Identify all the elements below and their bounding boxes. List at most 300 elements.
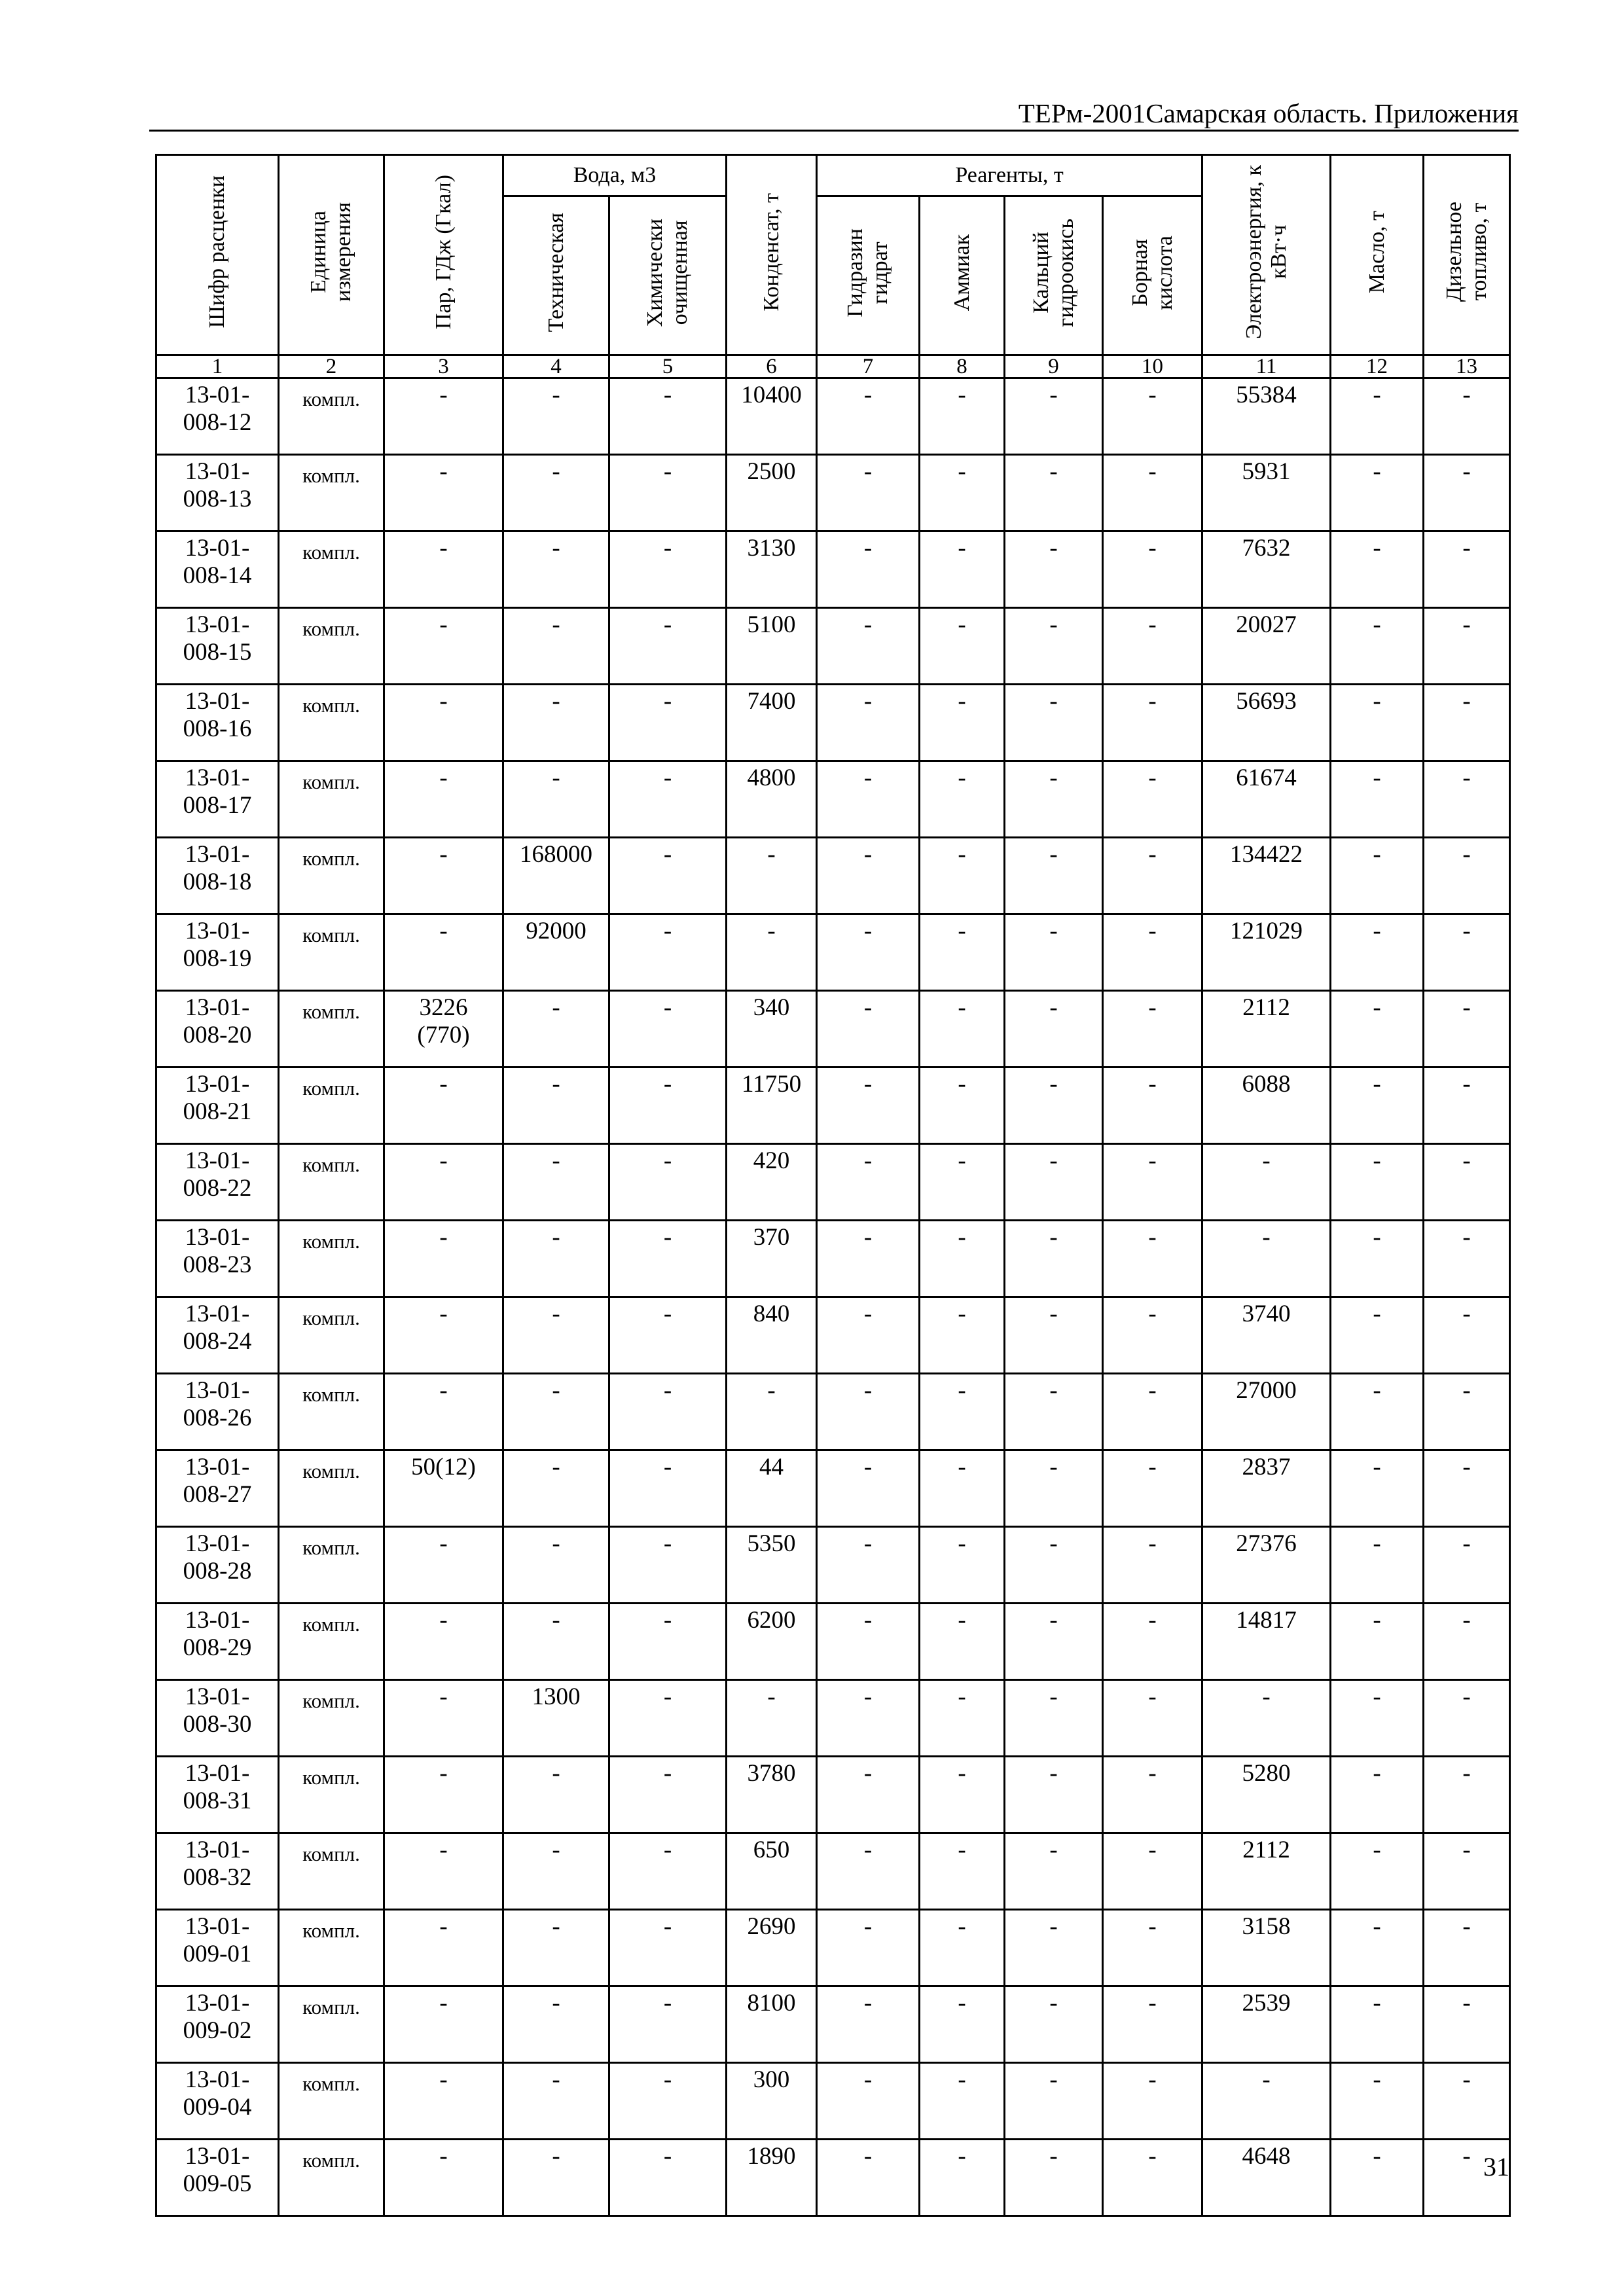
- unit-cell: компл.: [279, 608, 384, 685]
- col-header-diesel: Дизельное топливо, т: [1424, 155, 1510, 355]
- value-cell: 5280: [1202, 1757, 1331, 1833]
- value-cell: -: [1005, 1297, 1103, 1374]
- value-cell: -: [1424, 1144, 1510, 1221]
- value-cell: -: [1005, 838, 1103, 914]
- value-cell: 4800: [727, 761, 817, 838]
- value-cell: -: [384, 1910, 503, 1986]
- value-cell: 3130: [727, 531, 817, 608]
- value-cell: -: [503, 1221, 609, 1297]
- value-cell: 3780: [727, 1757, 817, 1833]
- value-cell: -: [920, 1757, 1005, 1833]
- value-cell: -: [503, 2063, 609, 2140]
- value-cell: -: [817, 1144, 920, 1221]
- table-row: [156, 1297, 1510, 1374]
- value-cell: -: [817, 1986, 920, 2063]
- value-cell: -: [1424, 608, 1510, 685]
- value-cell: -: [1331, 378, 1424, 455]
- unit-cell: компл.: [279, 1680, 384, 1757]
- table-row: [156, 1067, 1510, 1144]
- code-cell: 13-01- 009-01: [156, 1910, 279, 1986]
- value-cell: -: [609, 761, 727, 838]
- unit-cell: компл.: [279, 1450, 384, 1527]
- value-cell: -: [1005, 1221, 1103, 1297]
- value-cell: -: [920, 914, 1005, 991]
- value-cell: -: [1103, 1374, 1202, 1450]
- value-cell: -: [384, 1833, 503, 1910]
- value-cell: 420: [727, 1144, 817, 1221]
- value-cell: -: [1331, 1680, 1424, 1757]
- code-cell: 13-01- 008-22: [156, 1144, 279, 1221]
- code-cell: 13-01- 009-05: [156, 2140, 279, 2216]
- table-row: [156, 1833, 1510, 1910]
- code-cell: 13-01- 008-28: [156, 1527, 279, 1604]
- value-cell: 3226 (770): [384, 991, 503, 1067]
- value-cell: -: [609, 1221, 727, 1297]
- value-cell: -: [817, 531, 920, 608]
- col-header-boric: Борная кислота: [1103, 196, 1202, 355]
- value-cell: -: [609, 1450, 727, 1527]
- unit-cell: компл.: [279, 914, 384, 991]
- value-cell: -: [503, 1910, 609, 1986]
- value-cell: -: [1424, 991, 1510, 1067]
- code-cell: 13-01- 008-31: [156, 1757, 279, 1833]
- value-cell: -: [1331, 1910, 1424, 1986]
- value-cell: -: [727, 1680, 817, 1757]
- value-cell: -: [1103, 685, 1202, 761]
- value-cell: -: [384, 608, 503, 685]
- value-cell: -: [503, 685, 609, 761]
- value-cell: 2690: [727, 1910, 817, 1986]
- value-cell: -: [503, 1297, 609, 1374]
- code-cell: 13-01- 008-15: [156, 608, 279, 685]
- value-cell: -: [920, 1833, 1005, 1910]
- col-header-hydrazine: Гидразин гидрат: [817, 196, 920, 355]
- code-cell: 13-01- 008-32: [156, 1833, 279, 1910]
- value-cell: -: [503, 1144, 609, 1221]
- value-cell: -: [1103, 531, 1202, 608]
- col-header-ammonia: Аммиак: [920, 196, 1005, 355]
- table-row: [156, 914, 1510, 991]
- value-cell: -: [1005, 914, 1103, 991]
- value-cell: -: [1005, 2140, 1103, 2216]
- value-cell: -: [609, 1833, 727, 1910]
- value-cell: -: [1103, 1910, 1202, 1986]
- value-cell: -: [1103, 1757, 1202, 1833]
- table-row: [156, 1144, 1510, 1221]
- value-cell: -: [609, 1144, 727, 1221]
- value-cell: -: [384, 1144, 503, 1221]
- value-cell: -: [503, 2140, 609, 2216]
- value-cell: -: [1331, 1144, 1424, 1221]
- value-cell: 10400: [727, 378, 817, 455]
- value-cell: -: [1103, 2063, 1202, 2140]
- document-header: ТЕРм-2001Самарская область. Приложения: [1018, 98, 1519, 128]
- code-cell: 13-01- 008-18: [156, 838, 279, 914]
- value-cell: -: [817, 838, 920, 914]
- value-cell: -: [609, 1680, 727, 1757]
- value-cell: -: [609, 1910, 727, 1986]
- value-cell: -: [1331, 1986, 1424, 2063]
- value-cell: -: [609, 378, 727, 455]
- table-row: [156, 608, 1510, 685]
- value-cell: -: [503, 1374, 609, 1450]
- unit-cell: компл.: [279, 2063, 384, 2140]
- value-cell: -: [384, 531, 503, 608]
- value-cell: -: [609, 1757, 727, 1833]
- value-cell: -: [1331, 1527, 1424, 1604]
- column-number-cell: 11: [1202, 355, 1331, 378]
- value-cell: -: [1005, 1067, 1103, 1144]
- column-number-cell: 9: [1005, 355, 1103, 378]
- value-cell: -: [1424, 1297, 1510, 1374]
- value-cell: -: [1331, 685, 1424, 761]
- value-cell: -: [1424, 378, 1510, 455]
- value-cell: -: [384, 685, 503, 761]
- value-cell: -: [1005, 991, 1103, 1067]
- value-cell: -: [1005, 1450, 1103, 1527]
- unit-cell: компл.: [279, 1757, 384, 1833]
- value-cell: -: [1424, 1910, 1510, 1986]
- value-cell: -: [384, 1527, 503, 1604]
- value-cell: -: [1331, 1374, 1424, 1450]
- value-cell: -: [1331, 608, 1424, 685]
- value-cell: -: [1103, 608, 1202, 685]
- value-cell: -: [384, 2063, 503, 2140]
- value-cell: 2112: [1202, 991, 1331, 1067]
- value-cell: -: [1103, 838, 1202, 914]
- code-cell: 13-01- 008-16: [156, 685, 279, 761]
- value-cell: -: [817, 1374, 920, 1450]
- value-cell: -: [609, 2063, 727, 2140]
- value-cell: 2837: [1202, 1450, 1331, 1527]
- unit-cell: компл.: [279, 1527, 384, 1604]
- code-cell: 13-01- 008-27: [156, 1450, 279, 1527]
- value-cell: 6200: [727, 1604, 817, 1680]
- value-cell: -: [817, 2140, 920, 2216]
- value-cell: -: [503, 1833, 609, 1910]
- col-header-code: Шифр расценки: [156, 155, 279, 355]
- value-cell: 92000: [503, 914, 609, 991]
- value-cell: 2112: [1202, 1833, 1331, 1910]
- table-row: [156, 1221, 1510, 1297]
- value-cell: -: [1331, 1833, 1424, 1910]
- value-cell: -: [1331, 2063, 1424, 2140]
- value-cell: -: [1005, 1910, 1103, 1986]
- value-cell: -: [1424, 1067, 1510, 1144]
- value-cell: -: [384, 1757, 503, 1833]
- value-cell: -: [920, 2140, 1005, 2216]
- value-cell: -: [384, 1297, 503, 1374]
- value-cell: -: [1005, 685, 1103, 761]
- value-cell: -: [817, 378, 920, 455]
- value-cell: -: [1202, 1680, 1331, 1757]
- value-cell: -: [817, 761, 920, 838]
- code-cell: 13-01- 008-29: [156, 1604, 279, 1680]
- table-row: [156, 2063, 1510, 2140]
- value-cell: -: [1005, 1757, 1103, 1833]
- value-cell: -: [1202, 1221, 1331, 1297]
- value-cell: -: [1424, 1374, 1510, 1450]
- col-header-condensate: Конденсат, т: [727, 155, 817, 355]
- col-header-calcium: Кальций гидроокись: [1005, 196, 1103, 355]
- value-cell: -: [1005, 1986, 1103, 2063]
- value-cell: -: [817, 914, 920, 991]
- value-cell: 340: [727, 991, 817, 1067]
- value-cell: -: [384, 1221, 503, 1297]
- value-cell: -: [817, 2063, 920, 2140]
- value-cell: -: [1424, 1833, 1510, 1910]
- value-cell: 11750: [727, 1067, 817, 1144]
- value-cell: 27000: [1202, 1374, 1331, 1450]
- value-cell: 1300: [503, 1680, 609, 1757]
- code-cell: 13-01- 008-20: [156, 991, 279, 1067]
- table-row: [156, 991, 1510, 1067]
- value-cell: 8100: [727, 1986, 817, 2063]
- value-cell: -: [1005, 531, 1103, 608]
- value-cell: 370: [727, 1221, 817, 1297]
- value-cell: -: [1331, 761, 1424, 838]
- value-cell: -: [1424, 685, 1510, 761]
- value-cell: -: [1424, 838, 1510, 914]
- value-cell: -: [1103, 761, 1202, 838]
- value-cell: -: [727, 1374, 817, 1450]
- header-rule: [149, 130, 1519, 132]
- value-cell: -: [384, 1986, 503, 2063]
- value-cell: -: [817, 685, 920, 761]
- value-cell: -: [920, 761, 1005, 838]
- value-cell: 3158: [1202, 1910, 1331, 1986]
- unit-cell: компл.: [279, 991, 384, 1067]
- column-number-cell: 3: [384, 355, 503, 378]
- value-cell: -: [727, 838, 817, 914]
- unit-cell: компл.: [279, 1833, 384, 1910]
- unit-cell: компл.: [279, 1986, 384, 2063]
- value-cell: -: [609, 2140, 727, 2216]
- unit-cell: компл.: [279, 838, 384, 914]
- code-cell: 13-01- 008-26: [156, 1374, 279, 1450]
- value-cell: -: [727, 914, 817, 991]
- table-row: [156, 1527, 1510, 1604]
- unit-cell: компл.: [279, 1374, 384, 1450]
- value-cell: -: [503, 761, 609, 838]
- value-cell: 650: [727, 1833, 817, 1910]
- value-cell: -: [1424, 1757, 1510, 1833]
- value-cell: 2539: [1202, 1986, 1331, 2063]
- value-cell: -: [1103, 1297, 1202, 1374]
- table-row: [156, 1757, 1510, 1833]
- value-cell: 5350: [727, 1527, 817, 1604]
- value-cell: -: [1424, 1221, 1510, 1297]
- column-number-cell: 13: [1424, 355, 1510, 378]
- unit-cell: компл.: [279, 531, 384, 608]
- value-cell: -: [920, 1986, 1005, 2063]
- value-cell: -: [1005, 378, 1103, 455]
- value-cell: -: [817, 1221, 920, 1297]
- value-cell: -: [503, 1527, 609, 1604]
- table-row: [156, 1680, 1510, 1757]
- value-cell: -: [1103, 455, 1202, 531]
- table-row: [156, 1604, 1510, 1680]
- value-cell: -: [384, 455, 503, 531]
- value-cell: -: [1005, 2063, 1103, 2140]
- value-cell: -: [609, 838, 727, 914]
- value-cell: -: [1331, 1297, 1424, 1374]
- value-cell: -: [384, 1680, 503, 1757]
- value-cell: -: [920, 2063, 1005, 2140]
- value-cell: -: [1424, 531, 1510, 608]
- value-cell: -: [817, 991, 920, 1067]
- code-cell: 13-01- 009-04: [156, 2063, 279, 2140]
- value-cell: -: [920, 608, 1005, 685]
- value-cell: -: [609, 1067, 727, 1144]
- column-number-cell: 4: [503, 355, 609, 378]
- value-cell: 14817: [1202, 1604, 1331, 1680]
- value-cell: -: [1103, 1986, 1202, 2063]
- value-cell: -: [1331, 1067, 1424, 1144]
- value-cell: -: [1103, 1604, 1202, 1680]
- value-cell: -: [920, 1221, 1005, 1297]
- code-cell: 13-01- 008-12: [156, 378, 279, 455]
- value-cell: -: [920, 1374, 1005, 1450]
- value-cell: -: [1005, 1374, 1103, 1450]
- value-cell: -: [503, 1986, 609, 2063]
- value-cell: -: [920, 1144, 1005, 1221]
- value-cell: -: [1103, 1450, 1202, 1527]
- value-cell: -: [817, 1297, 920, 1374]
- value-cell: -: [1424, 455, 1510, 531]
- value-cell: -: [1331, 914, 1424, 991]
- value-cell: -: [1331, 838, 1424, 914]
- value-cell: -: [503, 991, 609, 1067]
- value-cell: -: [609, 455, 727, 531]
- value-cell: -: [920, 1604, 1005, 1680]
- value-cell: -: [609, 1297, 727, 1374]
- value-cell: -: [609, 1986, 727, 2063]
- table-row: [156, 378, 1510, 455]
- col-header-reagents-group: Реагенты, т: [817, 155, 1202, 196]
- table-row: [156, 761, 1510, 838]
- value-cell: 1890: [727, 2140, 817, 2216]
- page-number: 31: [1483, 2152, 1509, 2181]
- value-cell: -: [384, 914, 503, 991]
- table-row: [156, 685, 1510, 761]
- value-cell: -: [503, 1450, 609, 1527]
- value-cell: -: [1103, 914, 1202, 991]
- unit-cell: компл.: [279, 1604, 384, 1680]
- value-cell: -: [920, 531, 1005, 608]
- value-cell: -: [920, 1297, 1005, 1374]
- column-number-cell: 6: [727, 355, 817, 378]
- code-cell: 13-01- 008-23: [156, 1221, 279, 1297]
- table-row: [156, 1986, 1510, 2063]
- col-header-electricity: Электроэнергия, к кВт·ч: [1202, 155, 1331, 355]
- value-cell: 168000: [503, 838, 609, 914]
- value-cell: -: [503, 531, 609, 608]
- value-cell: -: [609, 991, 727, 1067]
- table-row: [156, 1374, 1510, 1450]
- value-cell: -: [1103, 1680, 1202, 1757]
- value-cell: -: [817, 1910, 920, 1986]
- value-cell: -: [920, 1527, 1005, 1604]
- value-cell: -: [1005, 1833, 1103, 1910]
- value-cell: -: [384, 761, 503, 838]
- value-cell: -: [1103, 1144, 1202, 1221]
- value-cell: -: [1424, 761, 1510, 838]
- value-cell: -: [1331, 1757, 1424, 1833]
- value-cell: -: [1103, 1527, 1202, 1604]
- value-cell: -: [920, 1910, 1005, 1986]
- unit-cell: компл.: [279, 1067, 384, 1144]
- value-cell: -: [817, 1067, 920, 1144]
- value-cell: -: [1424, 2140, 1510, 2216]
- value-cell: -: [1202, 2063, 1331, 2140]
- value-cell: -: [384, 378, 503, 455]
- value-cell: 5100: [727, 608, 817, 685]
- value-cell: -: [1103, 1067, 1202, 1144]
- value-cell: 5931: [1202, 455, 1331, 531]
- value-cell: -: [1331, 2140, 1424, 2216]
- column-number-row: [156, 355, 1510, 378]
- value-cell: -: [609, 531, 727, 608]
- value-cell: 2500: [727, 455, 817, 531]
- value-cell: -: [384, 1604, 503, 1680]
- value-cell: -: [1331, 991, 1424, 1067]
- value-cell: -: [1424, 1680, 1510, 1757]
- unit-cell: компл.: [279, 2140, 384, 2216]
- value-cell: 50(12): [384, 1450, 503, 1527]
- value-cell: -: [503, 1067, 609, 1144]
- col-header-water-group: Вода, м3: [503, 155, 727, 196]
- table-row: [156, 1450, 1510, 1527]
- value-cell: -: [384, 1374, 503, 1450]
- table-row: [156, 455, 1510, 531]
- value-cell: -: [1005, 455, 1103, 531]
- value-cell: 7632: [1202, 531, 1331, 608]
- value-cell: 4648: [1202, 2140, 1331, 2216]
- unit-cell: компл.: [279, 1297, 384, 1374]
- code-cell: 13-01- 008-14: [156, 531, 279, 608]
- value-cell: -: [920, 1680, 1005, 1757]
- value-cell: -: [1005, 1527, 1103, 1604]
- value-cell: 7400: [727, 685, 817, 761]
- col-header-water-tech: Техническая: [503, 196, 609, 355]
- value-cell: -: [1424, 914, 1510, 991]
- value-cell: 3740: [1202, 1297, 1331, 1374]
- value-cell: -: [920, 1067, 1005, 1144]
- value-cell: -: [920, 1450, 1005, 1527]
- value-cell: -: [1331, 1221, 1424, 1297]
- value-cell: 55384: [1202, 378, 1331, 455]
- unit-cell: компл.: [279, 1144, 384, 1221]
- value-cell: -: [1331, 455, 1424, 531]
- value-cell: -: [920, 838, 1005, 914]
- value-cell: -: [920, 991, 1005, 1067]
- column-number-cell: 2: [279, 355, 384, 378]
- value-cell: -: [1103, 2140, 1202, 2216]
- value-cell: -: [503, 608, 609, 685]
- value-cell: -: [1005, 1604, 1103, 1680]
- col-header-steam: Пар, ГДж (Гкал): [384, 155, 503, 355]
- value-cell: -: [609, 608, 727, 685]
- value-cell: 20027: [1202, 608, 1331, 685]
- value-cell: -: [609, 685, 727, 761]
- code-cell: 13-01- 009-02: [156, 1986, 279, 2063]
- table-row: [156, 1910, 1510, 1986]
- value-cell: -: [609, 914, 727, 991]
- value-cell: -: [920, 455, 1005, 531]
- value-cell: -: [1103, 378, 1202, 455]
- code-cell: 13-01- 008-24: [156, 1297, 279, 1374]
